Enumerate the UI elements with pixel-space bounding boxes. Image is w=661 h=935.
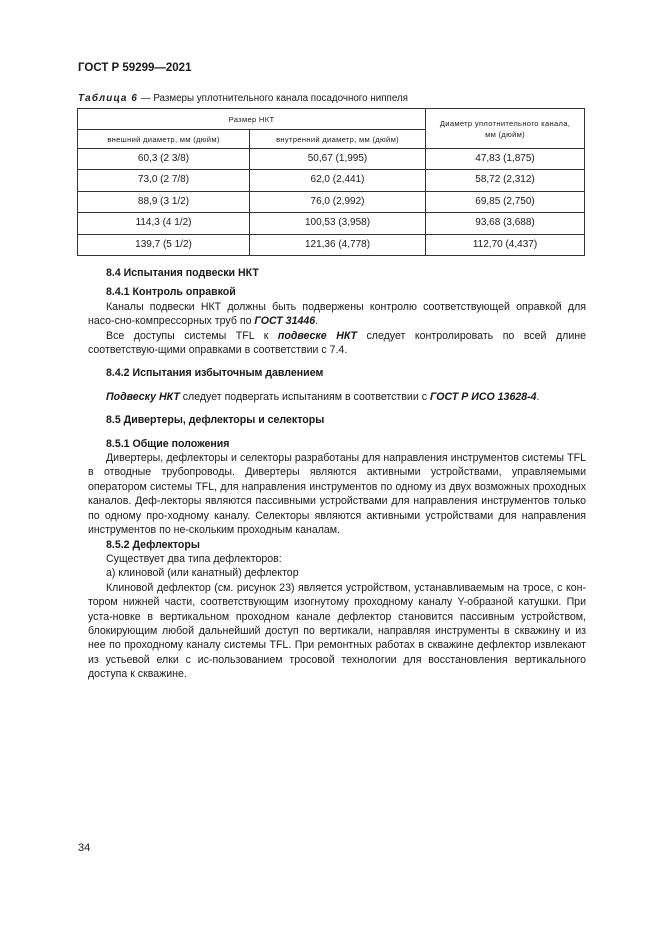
header-tubing-size: Размер НКТ [78, 109, 426, 130]
cell-outer: 114,3 (4 1/2) [78, 213, 250, 234]
cell-seal: 112,70 (4,437) [426, 234, 585, 255]
section-8-5-title: 8.5 Дивертеры, дефлекторы и селекторы [106, 414, 325, 427]
header-seal-diameter [426, 109, 585, 149]
cell-outer: 88,9 (3 1/2) [78, 191, 250, 212]
body-text [88, 266, 586, 682]
cell-inner: 100,53 (3,958) [250, 213, 426, 234]
section-8-4-2-para: Подвеску НКТ следует подвергать испытаниям в соответствии с ГОСТ Р ИСО 13628-4. [106, 390, 540, 403]
section-8-4-1-para-2: Все доступы системы TFL к подвеске НКТ следует контролировать по всей длине соответствую-щими оправками в соответствии с 7.4. [88, 329, 586, 357]
table-row [78, 213, 585, 234]
document-code: ГОСТ Р 59299—2021 [78, 62, 192, 74]
cell-seal: 93,68 (3,688) [426, 213, 585, 234]
section-8-5-2-list-item-a: а) клиновой (или канатный) дефлектор [106, 567, 299, 580]
gost-31446-ref: ГОСТ 31446 [254, 315, 316, 328]
section-8-5-1-para: Дивертеры, дефлекторы и селекторы разработаны для направления инструментов системы TFL в отводные трубопроводы. Дивертеры являются активными устройствами, управляемыми оператором системы TFL, для направления инструментов по одному из двух возможных проходных каналов. Деф-лекторы являются пассивными устройствами для направления инструментов только по одному про-ходному каналу. Селекторы являются активными устройствами для направления инструментов по не-скольким проходным каналам. [88, 452, 586, 537]
cell-inner: 76,0 (2,992) [250, 191, 426, 212]
page-number: 34 [78, 842, 91, 854]
header-outer-diameter: внешний диаметр, мм (дюйм) [78, 130, 250, 149]
header-inner-diameter: внутренний диаметр, мм (дюйм) [250, 130, 426, 149]
table-row [78, 234, 585, 255]
header-seal-line2: мм (дюйм) [485, 129, 525, 139]
cell-seal: 69,85 (2,750) [426, 191, 585, 212]
cell-inner: 121,36 (4,778) [250, 234, 426, 255]
cell-inner: 50,67 (1,995) [250, 149, 426, 170]
cell-outer: 73,0 (2 7/8) [78, 170, 250, 191]
dimensions-table [77, 108, 585, 256]
section-8-4-title: 8.4 Испытания подвески НКТ [106, 267, 259, 279]
tubing-hanger-term: подвеске НКТ [277, 329, 357, 342]
section-8-5-2-title: 8.5.2 Дефлекторы [106, 538, 200, 551]
section-8-4-1-para-1: Каналы подвески НКТ должны быть подвержены контролю соответствующей оправкой для насо-сно-компрессорных труб по ГОСТ 31446. [88, 300, 586, 328]
section-8-4-2-title: 8.4.2 Испытания избыточным давлением [106, 367, 324, 380]
section-8-5-2-para-1: Существует два типа дефлекторов: [106, 552, 282, 565]
table-caption-text: — Размеры уплотнительного канала посадочного ниппеля [138, 93, 408, 104]
cell-outer: 139,7 (5 1/2) [78, 234, 250, 255]
gost-iso-13628-4-ref: ГОСТ Р ИСО 13628-4 [429, 390, 537, 403]
section-8-4-1-title: 8.4.1 Контроль оправкой [106, 286, 236, 299]
table-row [78, 149, 585, 170]
table-caption-label: Таблица 6 [78, 93, 139, 104]
cell-inner: 62,0 (2,441) [250, 170, 426, 191]
section-8-5-1-title: 8.5.1 Общие положения [106, 437, 230, 450]
cell-seal: 47,83 (1,875) [426, 149, 585, 170]
tubing-hanger-term: Подвеску НКТ [106, 390, 180, 403]
table-row [78, 170, 585, 191]
header-seal-line1: Диаметр уплотнительного канала, [439, 118, 571, 128]
cell-seal: 58,72 (2,312) [426, 170, 585, 191]
table-caption [78, 92, 408, 106]
cell-outer: 60,3 (2 3/8) [78, 149, 250, 170]
table-row [78, 191, 585, 212]
section-8-5-2-para-2: Клиновой дефлектор (см. рисунок 23) является устройством, устанавливаемым на тросе, с кон-тором нижней части, соответствующим изогнутому проходному каналу Y-образной катушки. При уста-новке в вертикальном проходном канале дефлектор становится пассивным устройством, блокирующим любой дальнейший доступ по вертикали, направляя инструменты в скважину и из нее по проходному каналу системы TFL. При ремонтных работах в скважине дефлектор извлекают из устьевой елки с ис-пользованием тросовой технологии для восстановления вертикального доступа к скважине. [88, 581, 586, 681]
